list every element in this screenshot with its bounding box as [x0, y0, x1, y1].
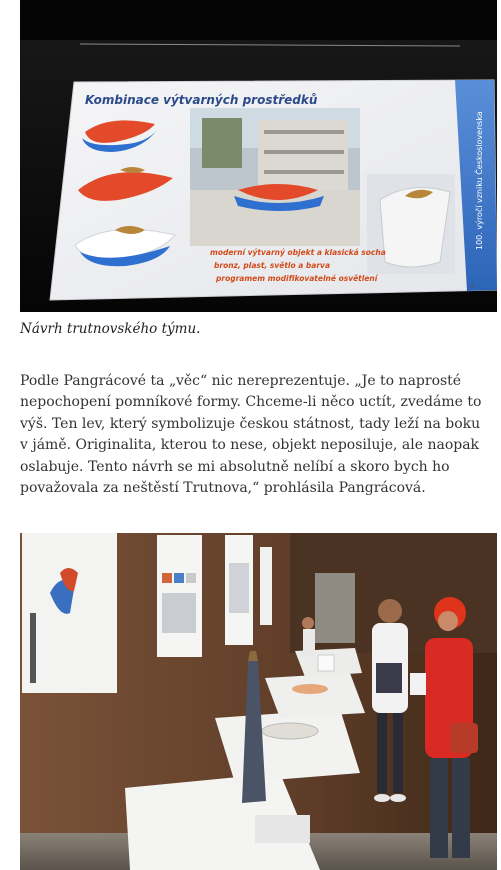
slide-vertical-text: 100. výročí vzniku Československa	[475, 111, 484, 250]
slide-title: Kombinace výtvarných prostředků	[85, 93, 318, 107]
slide-bullet-1: moderní výtvarný objekt a klasická socha	[210, 248, 386, 257]
building-render	[190, 108, 360, 246]
photo-caption: Návrh trutnovského týmu.	[20, 321, 201, 337]
slide-page-number: 4	[470, 283, 474, 290]
exhibition-photo	[20, 533, 497, 870]
exhibition-photo-image	[20, 533, 497, 870]
projection-photo-image	[20, 0, 497, 312]
slide-bullet-2: bronz, plast, světlo a barva	[214, 261, 331, 270]
slide-bullet-3: programem modifikovatelné osvětlení	[216, 274, 378, 283]
projection-photo	[20, 0, 497, 312]
article-paragraph: Podle Pangrácové ta „věc“ nic nereprezentuje. „Je to naprosté nepochopení pomníkové formy. Chceme-li něco uctít, zvedáme to výš. Ten lev, který symbolizuje českou státnost, tady leží na boku v jámě. Originalita, kterou to nese, objekt neposiluje, ale naopak oslabuje. Tento návrh se mi absolutně nelíbí a skoro bych ho považovala za neštěstí Trutnova,“ prohlásila Pangrácová.	[20, 373, 482, 497]
sculpture-render-right	[367, 174, 455, 274]
